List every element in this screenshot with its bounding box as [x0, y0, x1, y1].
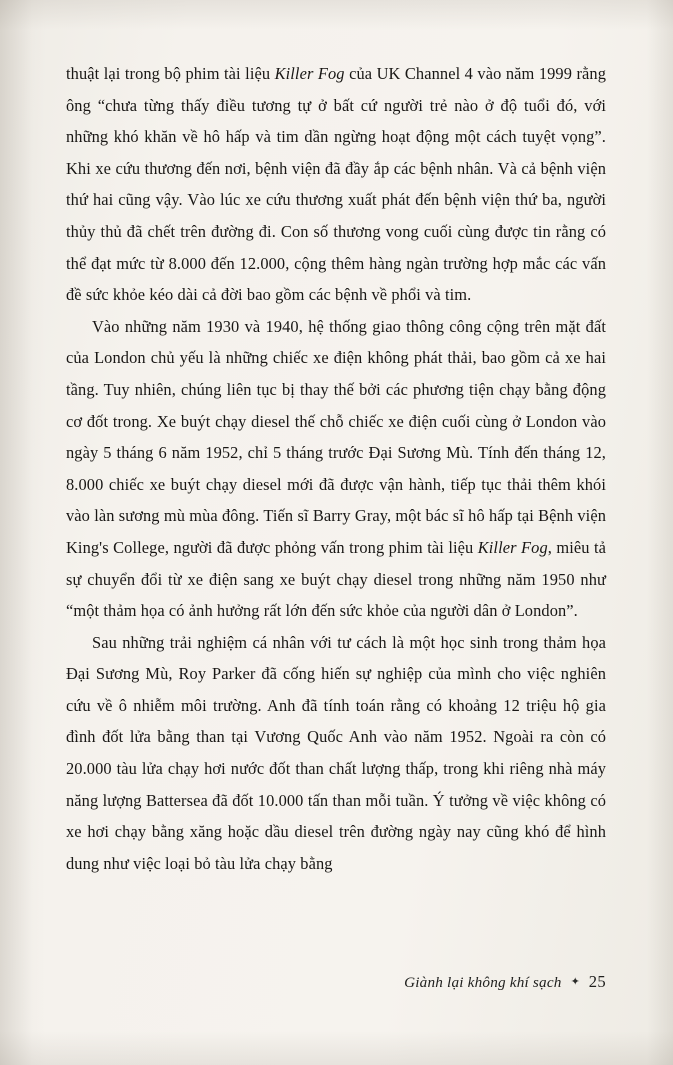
page-footer [66, 972, 606, 992]
italic-title: Killer Fog [477, 537, 548, 557]
page-edge-shadow-bottom [0, 1031, 673, 1065]
footer-separator-icon: ✦ [570, 976, 580, 988]
page-gutter-shadow [0, 0, 46, 1065]
running-title: Giành lại không khí sạch [404, 974, 562, 991]
page-number: 25 [588, 972, 606, 991]
page-edge-shadow-right [647, 0, 673, 1065]
paragraph: Vào những năm 1930 và 1940, hệ thống giao thông công cộng trên mặt đất của London chủ yếu là những chiếc xe điện không phát thải, bao gồm cả xe hai tầng. Tuy nhiên, chúng liên tục bị thay thế bởi các phương tiện chạy bằng động cơ đốt trong. Xe buýt chạy diesel thế chỗ chiếc xe điện cuối cùng ở London vào ngày 5 tháng 6 năm 1952, chỉ 5 tháng trước Đại Sương Mù. Tính đến tháng 12, 8.000 chiếc xe buýt chạy diesel mới đã được vận hành, tiếp tục thải thêm khói vào làn sương mù mùa đông. Tiến sĩ Barry Gray, một bác sĩ hô hấp tại Bệnh viện King's College, người đã được phỏng vấn trong phim tài liệu Killer Fog, miêu tả sự chuyển đổi từ xe điện sang xe buýt chạy diesel trong những năm 1950 như “một thảm họa có ảnh hưởng rất lớn đến sức khỏe của người dân ở London”. [66, 316, 607, 621]
paragraph: thuật lại trong bộ phim tài liệu Killer Fog của UK Channel 4 vào năm 1999 rằng ông “chưa từng thấy điều tương tự ở bất cứ người trẻ nào ở độ tuổi đó, với những khó khăn về hô hấp và tim dần ngừng hoạt động một cách tuyệt vọng”. Khi xe cứu thương đến nơi, bệnh viện đã đầy ắp các bệnh nhân. Và cả bệnh viện thứ hai cũng vậy. Vào lúc xe cứu thương xuất phát đến bệnh viện thứ ba, người thủy thủ đã chết trên đường đi. Con số thương vong cuối cùng được tin rằng có thể đạt mức từ 8.000 đến 12.000, cộng thêm hàng ngàn trường hợp mắc các vấn đề sức khỏe kéo dài cả đời bao gồm các bệnh về phổi và tim. [66, 64, 606, 305]
italic-title: Killer Fog [274, 64, 345, 83]
paragraph: Sau những trải nghiệm cá nhân với tư cách là một học sinh trong thảm họa Đại Sương Mù, Roy Parker đã cống hiến sự nghiệp của mình cho việc nghiên cứu về ô nhiễm môi trường. Anh đã tính toán rằng có khoảng 12 triệu hộ gia đình đốt lửa bằng than tại Vương Quốc Anh vào năm 1952. Ngoài ra còn có 20.000 tàu lửa chạy hơi nước đốt than chất lượng thấp, trong khi riêng nhà máy năng lượng Battersea đã đốt 10.000 tấn than mỗi tuần. Ý tưởng về việc không có xe hơi chạy bằng xăng hoặc dầu diesel trên đường ngày nay cũng khó để hình dung như việc loại bỏ tàu lửa chạy bằng [66, 632, 606, 873]
body-text-column [66, 58, 606, 879]
page-edge-shadow-top [0, 0, 673, 30]
